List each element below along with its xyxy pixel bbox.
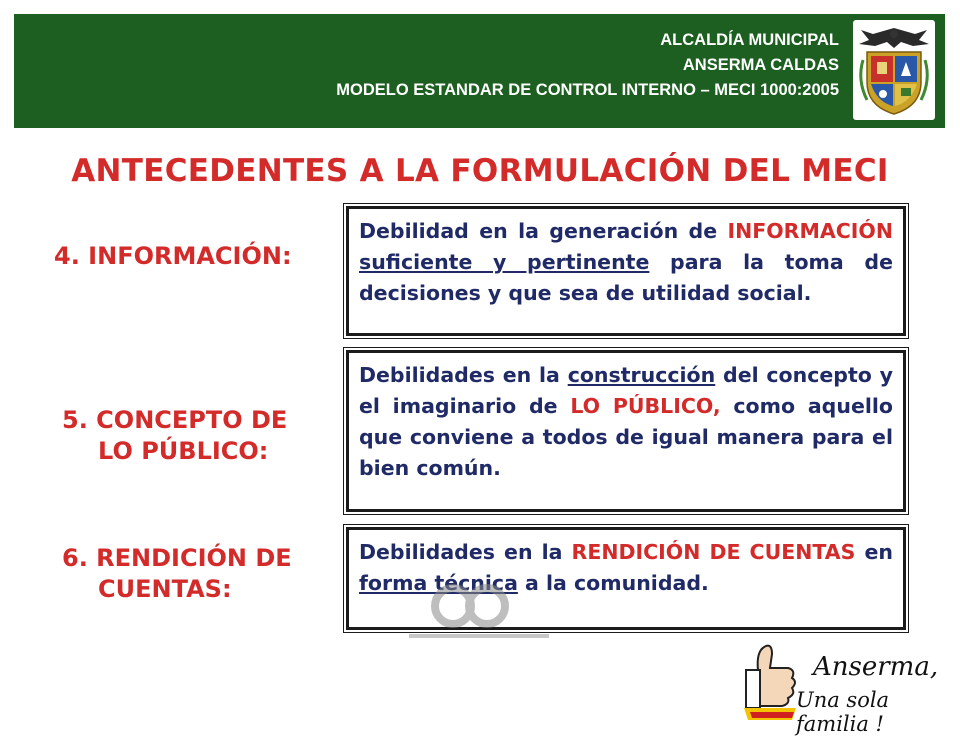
section-box-concepto bbox=[346, 350, 906, 512]
box-text-underlined: forma técnica bbox=[359, 571, 518, 595]
box-text: Debilidades en la bbox=[359, 363, 568, 387]
box-text: en bbox=[855, 540, 894, 564]
slide-title: ANTECEDENTES A LA FORMULACIÓN DEL MECI bbox=[71, 153, 889, 189]
slogan-block bbox=[730, 640, 955, 736]
section-box-informacion bbox=[346, 206, 906, 336]
section-label-concepto bbox=[62, 405, 287, 467]
header-line-2: ANSERMA CALDAS bbox=[682, 56, 839, 74]
slogan-line-2: Una sola familia ! bbox=[796, 688, 890, 736]
municipal-seal-icon bbox=[853, 20, 935, 120]
box-text-underlined: construcción bbox=[567, 363, 716, 387]
box-text: para la toma de decisiones y que sea de utilidad social. bbox=[359, 250, 893, 305]
header-banner bbox=[14, 14, 945, 128]
section-label-line-2: LO PÚBLICO: bbox=[98, 437, 269, 465]
box-text: Debilidades en la bbox=[359, 540, 572, 564]
header-text bbox=[336, 28, 839, 103]
section-label-line-1: 6. RENDICIÓN DE bbox=[62, 544, 292, 572]
header-line-3: MODELO ESTANDAR DE CONTROL INTERNO – MECI 1000:2005 bbox=[336, 81, 839, 99]
box-text-highlight: RENDICIÓN DE CUENTAS bbox=[571, 540, 856, 564]
box-text-underlined: suficiente y pertinente bbox=[359, 250, 650, 274]
box-text: como aquello que conviene a todos de igual manera para el bien común. bbox=[359, 394, 893, 480]
box-text: a la comunidad. bbox=[517, 571, 709, 595]
watermark-logo-icon bbox=[405, 584, 555, 644]
box-text: Debilidad en la generación de bbox=[359, 219, 728, 243]
section-label-line-2: CUENTAS: bbox=[98, 575, 232, 603]
box-text: del concepto y el imaginario de bbox=[359, 363, 894, 418]
slogan-line-1: Anserma, bbox=[813, 652, 939, 682]
box-text-highlight: INFORMACIÓN bbox=[727, 219, 893, 243]
box-text-highlight: LO PÚBLICO, bbox=[570, 394, 721, 418]
section-label-informacion: 4. INFORMACIÓN: bbox=[54, 242, 292, 270]
header-line-1: ALCALDÍA MUNICIPAL bbox=[660, 31, 839, 49]
section-label-rendicion bbox=[62, 543, 292, 605]
section-label-line-1: 5. CONCEPTO DE bbox=[62, 406, 288, 434]
